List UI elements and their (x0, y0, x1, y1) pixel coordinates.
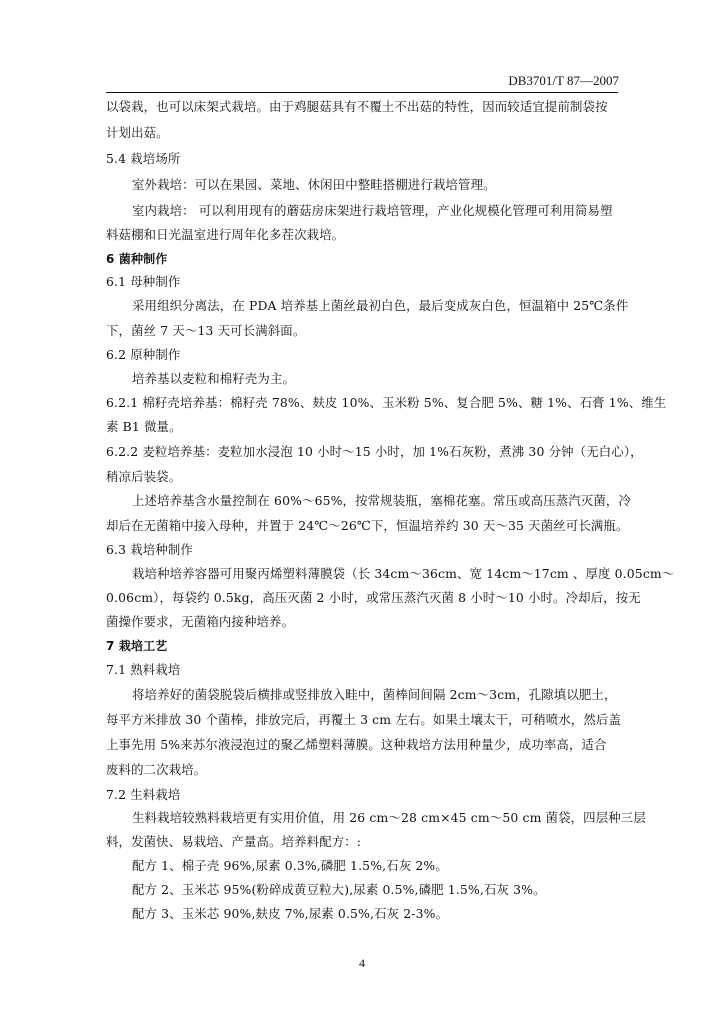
body-line: 室内栽培： 可以利用现有的蘑菇房床架进行栽培管理，产业化规模化管理可利用简易塑 (132, 203, 613, 218)
body-line: 计划出菇。 (106, 125, 169, 140)
body-line: 以袋栽，也可以床架式栽培。由于鸡腿菇具有不覆土不出菇的特性，因而较适宜提前制袋按 (106, 99, 608, 114)
subsection-heading: 7.2 生料栽培 (106, 787, 181, 802)
body-line: 料菇棚和日光温室进行周年化多茬次栽培。 (106, 227, 345, 242)
subsection-heading: 6.3 栽培种制作 (106, 542, 193, 557)
subsection-heading: 6.2 原种制作 (106, 347, 181, 362)
body-line: 菌操作要求，无菌箱内接种培养。 (106, 614, 295, 629)
document-id-header: DB3701/T 87—2007 (508, 73, 619, 88)
body-line: 将培养好的菌袋脱袋后横排或竖排放入畦中，菌棒间间隔 2cm～3cm，孔隙填以肥土， (132, 687, 617, 702)
body-line: 废料的二次栽培。 (106, 762, 207, 777)
body-line: 培养基以麦粒和棉籽壳为主。 (132, 371, 296, 386)
subsection-heading: 7.1 熟料栽培 (106, 662, 181, 677)
body-line: 稍凉后装袋。 (106, 469, 182, 484)
body-line: 每平方米排放 30 个菌棒，排放完后，再覆土 3 cm 左右。如果土壤太干，可稍喷水，然后盖 (106, 712, 621, 727)
body-line: 6.2.2 麦粒培养基：麦粒加水浸泡 10 小时～15 小时，加 1%石灰粉，煮沸 30 分钟（无白心）， (106, 444, 643, 459)
section-heading: 7 栽培工艺 (106, 639, 168, 653)
body-line: 0.06cm），每袋约 0.5kg，高压灭菌 2 小时，或常压蒸汽灭菌 8 小时～10 小时。冷却后，按无 (106, 590, 641, 605)
body-line: 6.2.1 棉籽壳培养基：棉籽壳 78%、麸皮 10%、玉米粉 5%、复合肥 5%、糖 1%、石膏 1%、维生 (106, 395, 667, 410)
body-line: 上述培养基含水量控制在 60%～65%，按常规装瓶，塞棉花塞。常压或高压蒸汽灭菌，冷 (132, 493, 631, 508)
body-line: 采用组织分离法，在 PDA 培养基上菌丝最初白色，最后变成灰白色，恒温箱中 25℃条件 (132, 298, 629, 313)
body-line: 料，发菌快、易栽培、产量高。培养料配方：: (106, 834, 362, 849)
body-line: 栽培种培养容器可用聚丙烯塑料薄膜袋（长 34cm～36cm、宽 14cm～17cm 、厚度 0.05cm～ (132, 566, 675, 581)
body-line: 素 B1 微量。 (106, 419, 182, 434)
body-line: 生料栽培较熟料栽培更有实用价值，用 26 cm～28 cm×45 cm～50 cm 菌袋，四层种三层 (132, 810, 646, 825)
body-line: 上事先用 5%来苏尔液浸泡过的聚乙烯塑料薄膜。这种栽培方法用种量少，成功率高，适合 (106, 737, 607, 752)
page-number: 4 (359, 956, 365, 970)
header-rule (106, 92, 618, 93)
section-heading: 6 菌种制作 (106, 252, 168, 266)
formula-line: 配方 1、棉子壳 96%,尿素 0.3%,磷肥 1.5%,石灰 2%。 (132, 858, 448, 873)
formula-line: 配方 3、玉米芯 90%,麸皮 7%,尿素 0.5%,石灰 2-3%。 (132, 906, 449, 921)
subsection-heading: 5.4 栽培场所 (106, 151, 181, 166)
formula-line: 配方 2、玉米芯 95%(粉碎成黄豆粒大),尿素 0.5%,磷肥 1.5%,石灰 3%。 (132, 882, 546, 897)
subsection-heading: 6.1 母种制作 (106, 274, 181, 289)
body-line: 下，菌丝 7 天～13 天可长满斜面。 (106, 323, 306, 338)
body-line: 却后在无菌箱中接入母种，并置于 24℃～26℃下，恒温培养约 30 天～35 天菌丝可长满瓶。 (106, 518, 629, 533)
body-line: 室外栽培：可以在果园、菜地、休闲田中整畦搭棚进行栽培管理。 (132, 177, 496, 192)
